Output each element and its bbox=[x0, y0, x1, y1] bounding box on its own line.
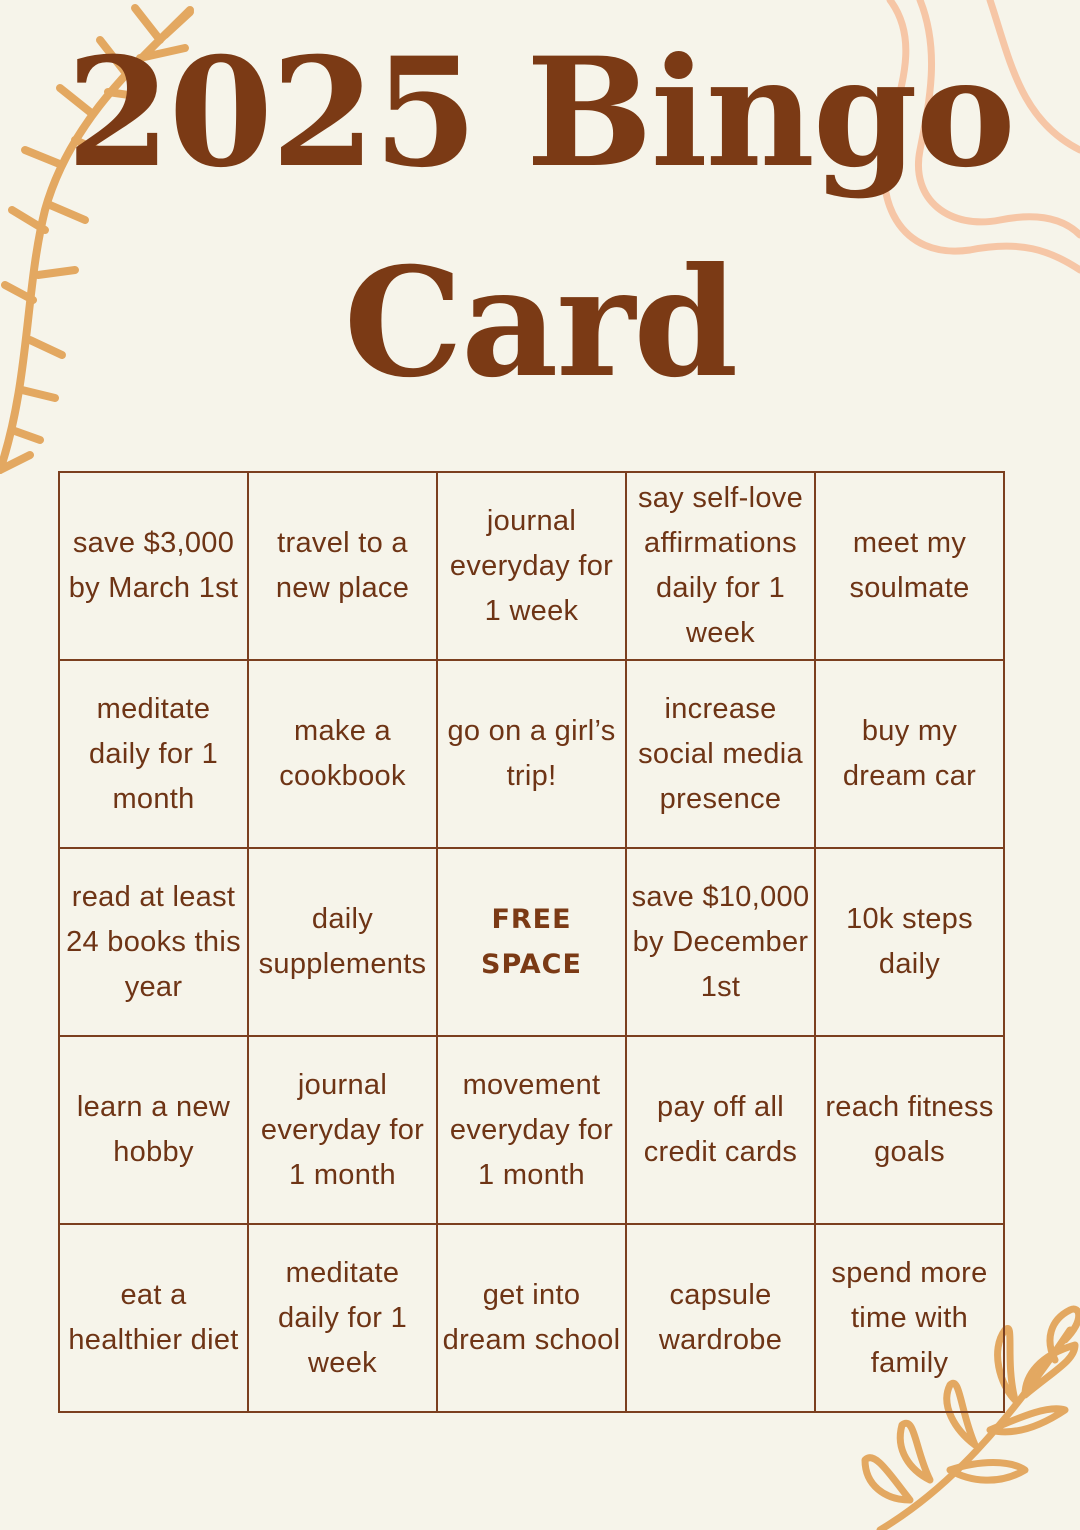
bingo-row bbox=[59, 848, 1004, 1036]
bingo-grid bbox=[58, 471, 1005, 1413]
bingo-cell[interactable] bbox=[437, 660, 626, 848]
bingo-cell-label: daily supplements bbox=[258, 903, 427, 980]
bingo-cell-label: pay off all credit cards bbox=[643, 1091, 798, 1168]
bingo-cell[interactable] bbox=[59, 1224, 248, 1412]
bingo-row bbox=[59, 1224, 1004, 1412]
free-space-label: FREE SPACE bbox=[481, 904, 582, 980]
bingo-row bbox=[59, 1036, 1004, 1224]
bingo-cell-label: say self-love affirmations daily for 1 week bbox=[637, 482, 804, 649]
bingo-cell-label: save $10,000 by December 1st bbox=[631, 880, 810, 1003]
bingo-cell[interactable] bbox=[815, 660, 1004, 848]
bingo-cell-label: make a cookbook bbox=[279, 715, 406, 792]
bingo-cell-label: eat a healthier diet bbox=[68, 1279, 239, 1356]
bingo-cell[interactable] bbox=[815, 472, 1004, 660]
bingo-cell-label: learn a new hobby bbox=[76, 1091, 231, 1168]
bingo-cell-label: increase social media presence bbox=[638, 692, 803, 815]
bingo-row bbox=[59, 472, 1004, 660]
free-space-cell[interactable] bbox=[437, 848, 626, 1036]
bingo-cell[interactable] bbox=[626, 660, 815, 848]
bingo-cell-label: meditate daily for 1 week bbox=[277, 1256, 408, 1379]
bingo-cell[interactable] bbox=[626, 472, 815, 660]
bingo-cell-label: journal everyday for 1 month bbox=[260, 1068, 425, 1191]
bingo-cell[interactable] bbox=[626, 1224, 815, 1412]
bingo-cell[interactable] bbox=[626, 848, 815, 1036]
bingo-cell[interactable] bbox=[815, 1224, 1004, 1412]
bingo-cell-label: read at least 24 books this year bbox=[66, 880, 241, 1003]
bingo-cell-label: journal everyday for 1 week bbox=[449, 504, 614, 627]
bingo-cell-label: meet my soulmate bbox=[849, 527, 970, 604]
bingo-cell[interactable] bbox=[248, 660, 437, 848]
bingo-cell-label: buy my dream car bbox=[842, 715, 977, 792]
bingo-cell[interactable] bbox=[437, 1224, 626, 1412]
bingo-cell[interactable] bbox=[248, 1036, 437, 1224]
bingo-cell[interactable] bbox=[248, 1224, 437, 1412]
title-line-1: 2025 Bingo bbox=[66, 25, 1014, 201]
bingo-cell[interactable] bbox=[626, 1036, 815, 1224]
bingo-cell-label: get into dream school bbox=[442, 1279, 621, 1356]
bingo-cell[interactable] bbox=[815, 1036, 1004, 1224]
bingo-cell-label: movement everyday for 1 month bbox=[449, 1068, 614, 1191]
bingo-row bbox=[59, 660, 1004, 848]
bingo-cell-label: meditate daily for 1 month bbox=[88, 692, 219, 815]
bingo-cell[interactable] bbox=[248, 472, 437, 660]
bingo-cell-label: save $3,000 by March 1st bbox=[68, 527, 239, 604]
bingo-cell[interactable] bbox=[815, 848, 1004, 1036]
title-line-2: Card bbox=[343, 235, 737, 411]
bingo-cell[interactable] bbox=[59, 848, 248, 1036]
bingo-cell-label: capsule wardrobe bbox=[658, 1279, 783, 1356]
bingo-cell[interactable] bbox=[437, 472, 626, 660]
bingo-cell-label: go on a girl’s trip! bbox=[447, 715, 616, 792]
bingo-cell[interactable] bbox=[59, 660, 248, 848]
bingo-cell[interactable] bbox=[248, 848, 437, 1036]
bingo-cell[interactable] bbox=[437, 1036, 626, 1224]
bingo-cell-label: 10k steps daily bbox=[846, 903, 973, 980]
bingo-cell[interactable] bbox=[59, 472, 248, 660]
bingo-cell-label: travel to a new place bbox=[275, 527, 410, 604]
bingo-cell-label: reach fitness goals bbox=[825, 1091, 994, 1168]
bingo-cell-label: spend more time with family bbox=[831, 1256, 988, 1379]
bingo-cell[interactable] bbox=[59, 1036, 248, 1224]
